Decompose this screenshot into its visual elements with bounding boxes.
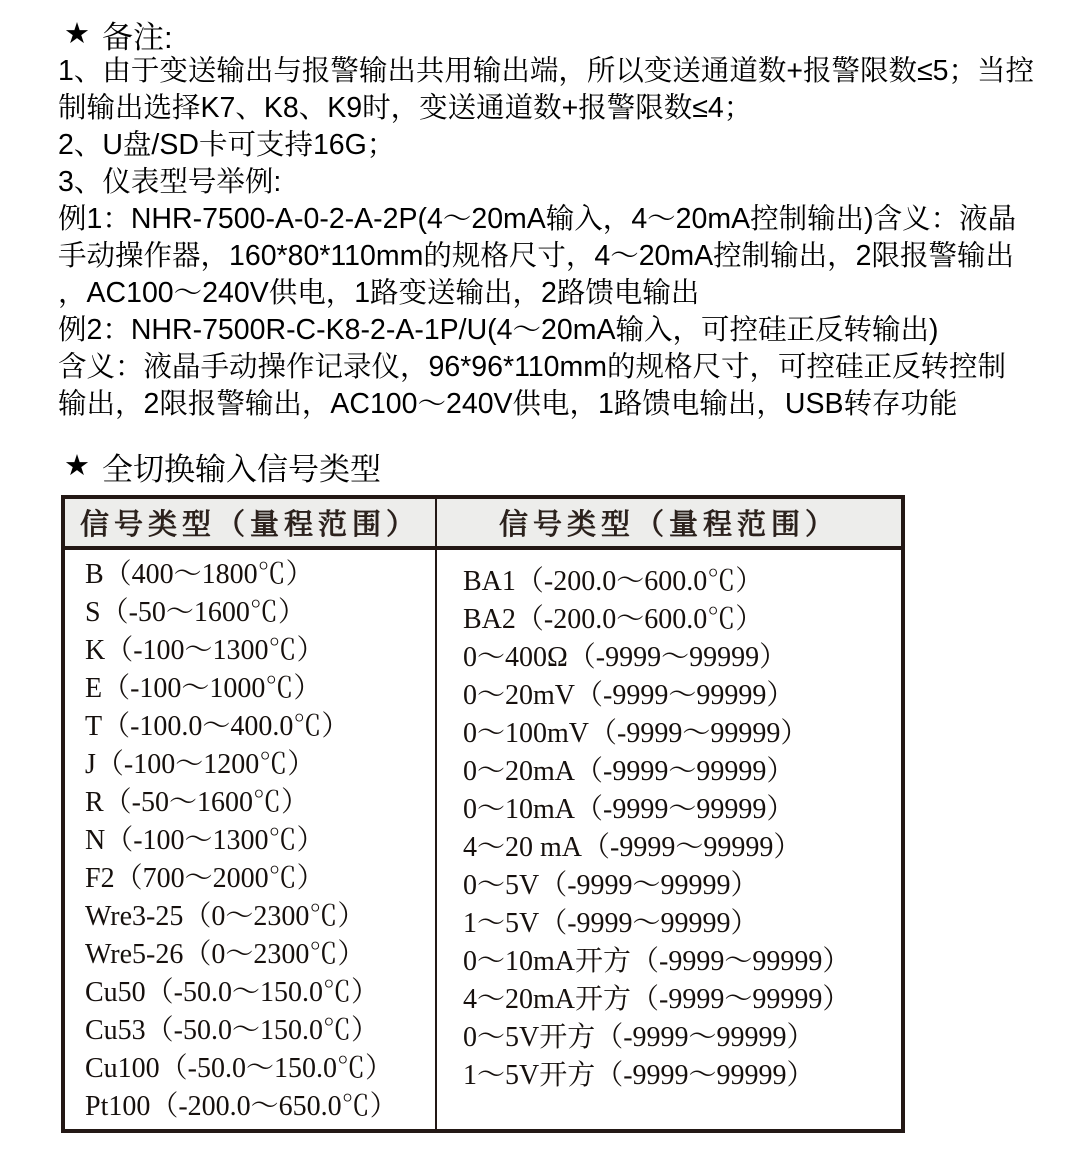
note-line: 含义：液晶手动操作记录仪，96*96*110mm的规格尺寸，可控硅正反转控制 (58, 351, 1007, 383)
signal-row: 4～20mA开方（-9999～99999） (463, 984, 851, 1015)
signal-section-heading (64, 444, 381, 489)
signal-row: R（-50～1600℃） (85, 787, 310, 818)
signal-row: 0～10mA（-9999～99999） (463, 794, 795, 825)
signal-row: Cu100（-50.0～150.0℃） (85, 1053, 394, 1084)
signal-row: 0～100mV（-9999～99999） (463, 718, 809, 749)
signal-table-header (65, 499, 901, 550)
signal-row: F2（700～2000℃） (85, 863, 325, 894)
signal-row: 0～400Ω（-9999～99999） (463, 642, 788, 673)
note-line: ，AC100～240V供电，1路变送输出，2路馈电输出 (58, 277, 700, 309)
star-icon: ★ (64, 450, 90, 482)
note-line: 例1：NHR-7500-A-0-2-A-2P(4～20mA输入，4～20mA控制输出)含义：液晶 (58, 203, 1017, 235)
signal-row: Wre3-25（0～2300℃） (85, 901, 366, 932)
signal-row: 4～20 mA（-9999～99999） (463, 832, 802, 863)
note-line: 1、由于变送输出与报警输出共用输出端，所以变送通道数+报警限数≤5；当控 (58, 55, 1034, 87)
signal-table (61, 495, 905, 1133)
signal-row: Cu50（-50.0～150.0℃） (85, 977, 380, 1008)
note-line: 3、仪表型号举例: (58, 166, 282, 198)
signal-table-body (65, 550, 901, 1129)
signal-row: 0～5V（-9999～99999） (463, 870, 759, 901)
signal-row: S（-50～1600℃） (85, 597, 306, 628)
signal-row: E（-100～1000℃） (85, 673, 322, 704)
notes-heading (64, 12, 173, 57)
note-line: 制输出选择K7、K8、K9时，变送通道数+报警限数≤4； (58, 92, 753, 124)
signal-row: N（-100～1300℃） (85, 825, 325, 856)
signal-row: J（-100～1200℃） (85, 749, 316, 780)
signal-row: 0～5V开方（-9999～99999） (463, 1022, 815, 1053)
note-line: 手动操作器，160*80*110mm的规格尺寸，4～20mA控制输出，2限报警输出 (58, 240, 1015, 272)
signal-row: BA2（-200.0～600.0℃） (463, 604, 764, 635)
notes-body (58, 53, 1034, 423)
star-icon: ★ (64, 18, 90, 50)
note-line: 例2：NHR-7500R-C-K8-2-A-1P/U(4～20mA输入，可控硅正反转输出) (58, 314, 939, 346)
signal-row: 0～20mA（-9999～99999） (463, 756, 795, 787)
signal-row: K（-100～1300℃） (85, 635, 325, 666)
header-cell-left: 信号类型（量程范围） (65, 499, 437, 546)
signal-row: 1～5V开方（-9999～99999） (463, 1060, 815, 1091)
signal-row: Pt100（-200.0～650.0℃） (85, 1091, 398, 1122)
header-cell-right: 信号类型（量程范围） (498, 509, 839, 541)
signal-row: Wre5-26（0～2300℃） (85, 939, 366, 970)
signal-column-right (437, 550, 901, 1129)
signal-row: 0～20mV（-9999～99999） (463, 680, 795, 711)
signal-section-title: 全切换输入信号类型 (102, 452, 381, 487)
notes-title: 备注: (102, 20, 173, 55)
signal-row: B（400～1800℃） (85, 559, 314, 590)
note-line: 2、U盘/SD卡可支持16G； (58, 129, 396, 161)
signal-column-left (65, 550, 437, 1129)
signal-row: BA1（-200.0～600.0℃） (463, 566, 764, 597)
signal-row: 1～5V（-9999～99999） (463, 908, 759, 939)
signal-row: 0～10mA开方（-9999～99999） (463, 946, 851, 977)
signal-row: Cu53（-50.0～150.0℃） (85, 1015, 380, 1046)
note-line: 输出，2限报警输出，AC100～240V供电，1路馈电输出，USB转存功能 (58, 388, 958, 420)
signal-row: T（-100.0～400.0℃） (85, 711, 350, 742)
